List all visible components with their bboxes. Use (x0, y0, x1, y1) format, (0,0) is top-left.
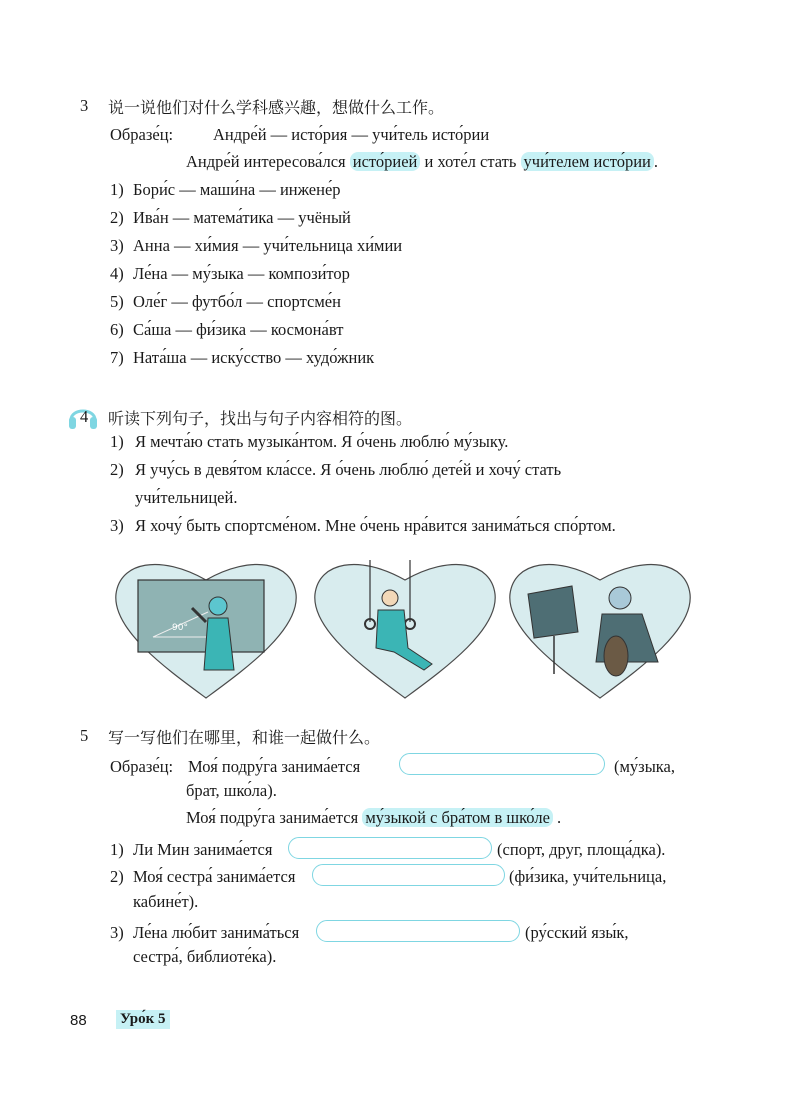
list-item: Я хочу́ быть спортсме́ном. Мне о́чень нра́вится занима́ться спо́ртом. (135, 516, 616, 535)
exercise-3-number: 3 (80, 96, 89, 115)
sample-answer-field (399, 753, 605, 775)
lesson-badge: Уро́к 5 (116, 1010, 170, 1029)
list-number: 3) (110, 923, 124, 942)
list-number: 1) (110, 840, 124, 859)
sample-text: и хоте́л стать (420, 152, 521, 171)
list-item: Са́ша — фи́зика — космона́вт (133, 320, 344, 339)
sample-highlight: исто́рией (350, 152, 421, 171)
list-number: 1) (110, 432, 124, 451)
illustrations (108, 552, 696, 700)
sample-label: Образе́ц: (110, 125, 174, 144)
list-item: Ли Мин занима́ется (133, 840, 273, 859)
exercise-4-number: 4 (80, 407, 89, 426)
list-item: Оле́г — футбо́л — спортсме́н (133, 292, 341, 311)
list-hint: кабине́т). (133, 892, 199, 911)
sample-text: . (653, 152, 658, 171)
angle-label: 90° (172, 623, 188, 633)
list-item: Бори́с — маши́на — инжене́р (133, 180, 341, 199)
page-number: 88 (70, 1012, 87, 1029)
heart-teacher-illustration[interactable] (116, 564, 296, 698)
sample-text: . (552, 808, 562, 827)
sample-text: Моя́ подру́га занима́ется (188, 757, 361, 776)
answer-field-2[interactable] (312, 864, 505, 886)
list-item: Моя́ сестра́ занима́ется (133, 867, 296, 886)
sample-line-2 (186, 152, 658, 172)
list-number: 2) (110, 460, 124, 479)
list-item: Ле́на — му́зыка — компози́тор (133, 264, 350, 283)
answer-field-1[interactable] (288, 837, 492, 859)
list-number: 5) (110, 292, 124, 311)
sample-highlight: му́зыкой с бра́том в шко́ле (362, 808, 553, 827)
sample-line-1: Андре́й — исто́рия — учи́тель исто́рии (213, 125, 490, 144)
list-number: 2) (110, 867, 124, 886)
list-number: 1) (110, 180, 124, 199)
list-number: 3) (110, 236, 124, 255)
exercise-5-number: 5 (80, 726, 89, 745)
sample-answer (186, 808, 561, 828)
list-number: 3) (110, 516, 124, 535)
heart-cellist-illustration[interactable] (510, 564, 690, 698)
list-item: Ната́ша — иску́сство — худо́жник (133, 348, 375, 367)
exercise-3-instruction: 说一说他们对什么学科感兴趣，想做什么工作。 (108, 98, 445, 117)
sample-label: Образе́ц: (110, 757, 174, 776)
list-item: учи́тельницей. (135, 488, 238, 507)
list-number: 6) (110, 320, 124, 339)
sample-hint: брат, шко́ла). (186, 781, 277, 800)
list-hint: (фи́зика, учи́тельница, (509, 867, 667, 886)
sample-text: Моя́ подру́га занима́ется (186, 808, 363, 827)
list-number: 4) (110, 264, 124, 283)
list-hint: сестра́, библиоте́ка). (133, 947, 277, 966)
list-item: Анна — хи́мия — учи́тельница хи́мии (133, 236, 403, 255)
list-hint: (ру́сский язы́к, (525, 923, 629, 942)
sample-highlight: учи́телем исто́рии (521, 152, 654, 171)
list-item: Я учу́сь в девя́том кла́ссе. Я о́чень люблю́ дете́й и хочу́ стать (135, 460, 562, 479)
list-item: Ива́н — матема́тика — учёный (133, 208, 351, 227)
exercise-4-instruction: 听读下列句子，找出与句子内容相符的图。 (108, 409, 413, 428)
heart-gymnast-illustration[interactable] (315, 560, 495, 698)
sample-text: Андре́й интересова́лся (186, 152, 350, 171)
list-item: Я мечта́ю стать музыка́нтом. Я о́чень люблю́ му́зыку. (135, 432, 509, 451)
list-number: 2) (110, 208, 124, 227)
sample-hint: (му́зыка, (614, 757, 676, 776)
list-number: 7) (110, 348, 124, 367)
exercise-5-instruction: 写一写他们在哪里，和谁一起做什么。 (108, 728, 381, 747)
list-item: Ле́на лю́бит занима́ться (133, 923, 300, 942)
answer-field-3[interactable] (316, 920, 520, 942)
list-hint: (спорт, друг, площа́дка). (497, 840, 666, 859)
